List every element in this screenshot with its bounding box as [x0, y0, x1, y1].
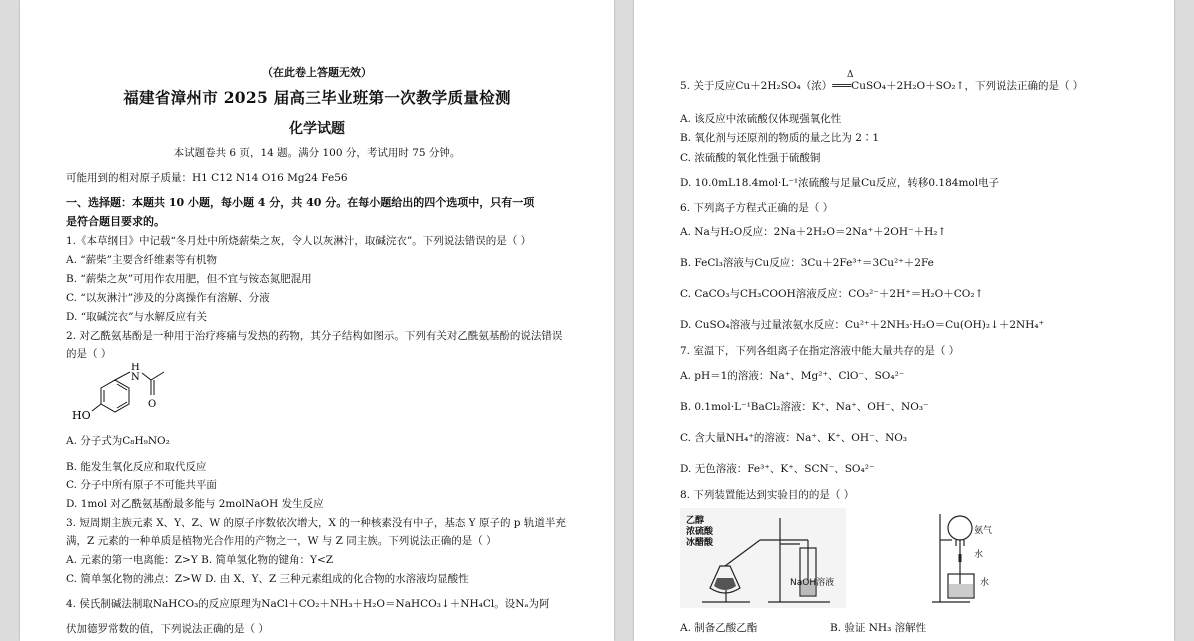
q3-stem-line2: 满，Z 元素的一种单质是植物光合作用的产物之一，W 与 Z 同主族。下列说法正确的是（ ） — [66, 535, 497, 547]
section-heading-line2: 是符合题目要求的。 — [66, 215, 165, 228]
q2-option-b: B. 能发生氧化反应和取代反应 — [66, 461, 207, 473]
q2-option-d: D. 1mol 对乙酰氨基酚最多能与 2molNaOH 发生反应 — [66, 498, 324, 510]
reagent-acetic-acid: 冰醋酸 — [686, 538, 714, 548]
q7-option-c: C. 含大量NH₄⁺的溶液：Na⁺、K⁺、OH⁻、NO₃ — [680, 432, 908, 444]
q7-option-b: B. 0.1mol·L⁻¹BaCl₂溶液：K⁺、Na⁺、OH⁻、NO₃⁻ — [680, 401, 929, 413]
label-water-dropper: 水 — [974, 550, 984, 560]
left-page — [20, 0, 614, 641]
q2-option-a: A. 分子式为C₈H₉NO₂ — [66, 435, 170, 447]
q5-option-a: A. 该反应中浓硫酸仅体现强氧化性 — [680, 113, 842, 125]
label-water-beaker: 水 — [980, 578, 990, 588]
reagent-sulfuric-acid: 浓硫酸 — [686, 527, 714, 537]
q1-option-a: A. “薪柴”主要含纤维素等有机物 — [66, 254, 217, 266]
q6-option-c: C. CaCO₃与CH₃COOH溶液反应：CO₃²⁻＋2H⁺＝H₂O＋CO₂↑ — [680, 288, 984, 300]
q7-option-d: D. 无色溶液：Fe³⁺、K⁺、SCN⁻、SO₄²⁻ — [680, 463, 875, 475]
q6-stem: 6. 下列离子方程式正确的是（ ） — [680, 202, 834, 214]
q5-option-d: D. 10.0mL18.4mol·L⁻¹浓硫酸与足量Cu反应，转移0.184mol电子 — [680, 177, 1000, 189]
exam-title: 福建省漳州市 2025 届高三毕业班第一次教学质量检测 — [123, 88, 511, 107]
q1-option-b: B. “薪柴之灰”可用作农用肥，但不宜与铵态氮肥混用 — [66, 273, 312, 285]
apparatus-ethyl-acetate — [680, 508, 846, 608]
q4-stem-line1: 4. 侯氏制碱法制取NaHCO₃的反应原理为NaCl＋CO₂＋NH₃＋H₂O＝NaHCO₃↓＋NH₄Cl。设Nₐ为阿 — [66, 598, 550, 610]
q4-stem-line2: 伏加德罗常数的值，下列说法正确的是（ ） — [66, 623, 269, 635]
q2-stem-line1: 2. 对乙酰氨基酚是一种用于治疗疼痛与发热的药物，其分子结构如图示。下列有关对乙酰氨基酚的说法错误 — [66, 330, 563, 342]
q1-option-c: C. “以灰淋汁”涉及的分离操作有溶解、分液 — [66, 292, 270, 304]
reagent-naoh-solution: NaOH溶液 — [790, 578, 835, 588]
q2-stem-line2: 的是（ ） — [66, 348, 112, 360]
mol-h-label: H — [131, 363, 140, 373]
acetaminophen-structure — [70, 363, 180, 425]
q5-option-c: C. 浓硫酸的氧化性强于硫酸铜 — [680, 152, 821, 164]
q3-stem-line1: 3. 短周期主族元素 X、Y、Z、W 的原子序数依次增大，X 的一种核素没有中子，基态 Y 原子的 p 轨道半充 — [66, 517, 566, 529]
q8-stem: 8. 下列装置能达到实验目的的是（ ） — [680, 489, 855, 501]
q6-option-d: D. CuSO₄溶液与过量浓氨水反应：Cu²⁺＋2NH₃·H₂O＝Cu(OH)₂↓＋2NH₄⁺ — [680, 319, 1045, 331]
q5-option-b: B. 氧化剂与还原剂的物质的量之比为 2∶1 — [680, 132, 880, 144]
section-heading-line1: 一、选择题：本题共 10 小题，每小题 4 分，共 40 分。在每小题给出的四个选项中，只有一项 — [66, 196, 535, 209]
q8-option-b: B. 验证 NH₃ 溶解性 — [830, 622, 927, 634]
q5-stem: 5. 关于反应Cu＋2H₂SO₄（浓）═══CuSO₄＋2H₂O＋SO₂↑，下列说法正确的是（ ） — [680, 80, 1084, 92]
mol-ho-label: HO — [72, 409, 91, 422]
q1-option-d: D. “取碱浣衣”与水解反应有关 — [66, 311, 207, 323]
q6-option-b: B. FeCl₃溶液与Cu反应：3Cu＋2Fe³⁺＝3Cu²⁺＋2Fe — [680, 257, 934, 269]
apparatus-ammonia-fountain — [930, 510, 1006, 606]
q5-delta-sign: Δ — [847, 70, 854, 80]
exam-info: 本试题卷共 6 页，14 题。满分 100 分，考试用时 75 分钟。 — [173, 147, 461, 159]
q6-option-a: A. Na与H₂O反应：2Na＋2H₂O＝2Na⁺＋2OH⁻＋H₂↑ — [680, 226, 947, 238]
atomic-masses: 可能用到的相对原子质量：H1 C12 N14 O16 Mg24 Fe56 — [66, 172, 348, 184]
reagent-ethanol: 乙醇 — [686, 516, 705, 526]
q3-options-cd: C. 简单氢化物的沸点：Z>W D. 由 X、Y、Z 三种元素组成的化合物的水溶液均显酸性 — [66, 573, 469, 585]
q7-stem: 7. 室温下，下列各组离子在指定溶液中能大量共存的是（ ） — [680, 345, 960, 357]
label-ammonia-gas: 氨气 — [974, 526, 993, 536]
exam-subtitle: 化学试题 — [289, 121, 345, 137]
q7-option-a: A. pH＝1的溶液：Na⁺、Mg²⁺、ClO⁻、SO₄²⁻ — [680, 370, 905, 382]
q8-option-a: A. 制备乙酸乙酯 — [680, 622, 758, 634]
q2-option-c: C. 分子中所有原子不可能共平面 — [66, 479, 217, 491]
right-page — [634, 0, 1174, 641]
answer-invalid-note: （在此卷上答题无效） — [262, 66, 372, 79]
mol-n-label: N — [131, 372, 140, 383]
q3-options-ab: A. 元素的第一电离能：Z>Y B. 简单氢化物的键角：Y<Z — [66, 554, 334, 566]
mol-o-label: O — [148, 399, 157, 410]
q1-stem: 1.《本草纲目》中记载“冬月灶中所烧薪柴之灰，令人以灰淋汁，取碱浣衣”。下列说法错误的是（ ） — [66, 235, 532, 247]
